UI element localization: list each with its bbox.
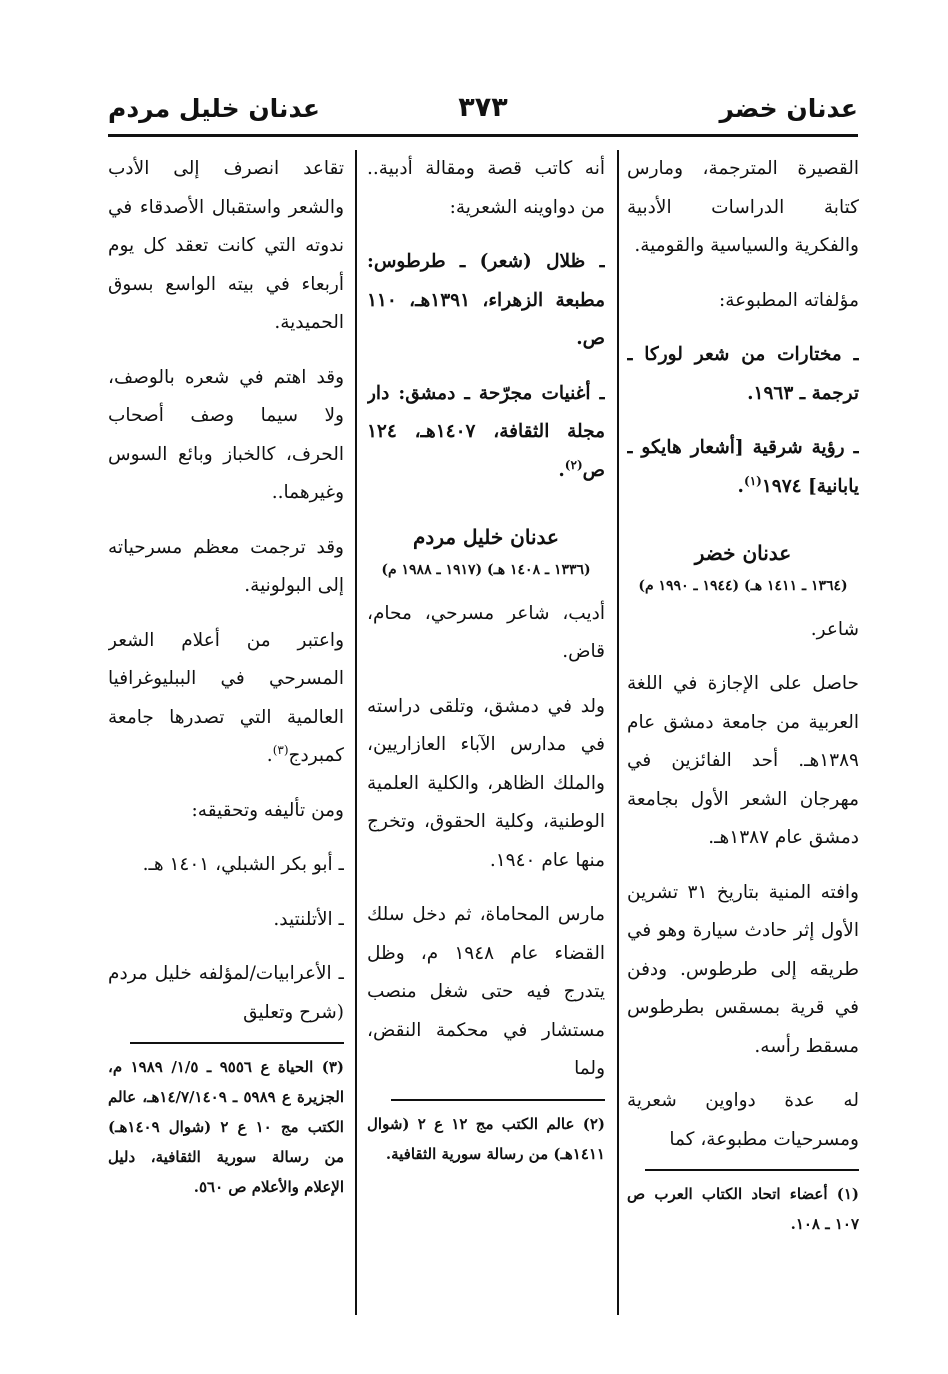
footnote-ref: (٢) [564,457,583,472]
header-author-left: عدنان خليل مردم [108,94,320,123]
works-label: ومن تأليفه وتحقيقه: [191,799,344,821]
footnote-ref: (١) [744,473,762,488]
work-item: ـ أبو بكر الشبلي، ١٤٠١ هـ. [142,854,344,875]
column-left [108,150,344,1360]
footnote: (٢) عالم الكتب مج ١٢ ع ٢ (شوال ١٤١١هـ) من رسالة سورية الثقافية. [367,1114,605,1163]
paragraph: حاصل على الإجازة في اللغة العربية من جامعة دمشق عام ١٣٨٩هـ. أحد الفائزين في مهرجان الشعر الأول بجامعة دمشق عام ١٣٨٧هـ. [627,673,859,848]
work-item: ـ رؤية شرقية [أشعار هايكو ـ يابانية] ١٩٧٤$^{(١)}$. [627,437,859,497]
continued-paragraph: القصيرة المترجمة، ومارس كتابة الدراسات الأدبية والفكرية والسياسية والقومية. [627,158,859,256]
paragraph: أديب، شاعر مسرحي، محام، قاض. [367,602,605,662]
column-right [627,150,859,1360]
footnote-rule [391,1099,605,1101]
biography-heading: عدنان خضر [694,541,792,565]
paragraph: شاعر. [810,618,859,640]
work-item: ـ الأعرابيات/لمؤلفه خليل مردم (شرح وتعليق [108,963,344,1023]
book-item: ـ أغنيات مجرّحة ـ دمشق: دار مجلة الثقافة، ١٤٠٧هـ، ١٢٤ ص$^{(٢)}$. [367,382,605,481]
work-item: ـ الأتلنتيد. [273,908,344,930]
footnote: (١) أعضاء اتحاد الكتاب العرب ص ١٠٧ ـ ١٠٨. [627,1185,859,1233]
continued-paragraph: تقاعد انصرف إلى الأدب والشعر واستقبال الأصدقاء في ندوته التي كانت تعقد كل يوم أربعاء في بيته الواسع بسوق الحميدية. [108,158,344,333]
continued-paragraph: أنه كاتب قصة ومقالة أدبية.. من دواوينه الشعرية: [367,158,605,218]
running-header [108,86,858,130]
header-rule [108,134,858,137]
paragraph: ولد في دمشق، وتلقى دراسته في مدارس الآباء العازاريين، والملك الظاهر، والكلية العلمية الوطنية، وكلية الحقوق، وتخرج منها عام ١٩٤٠. [367,695,605,871]
biography-dates: (١٣٦٤ ـ ١٤١١ هـ) (١٩٤٤ ـ ١٩٩٠ م) [638,577,848,594]
paragraph: وقد ترجمت معظم مسرحياته إلى البولونية. [108,536,344,596]
column-divider-right [617,150,619,1315]
paragraph: واعتبر من أعلام الشعر المسرحي في الببليوغرافيا العالمية التي تصدرها جامعة كمبردج$^{(٣)}$. [108,629,344,766]
work-item: ـ مختارات من شعر لوركا ـ ترجمة ـ ١٩٦٣. [627,344,859,404]
biography-dates: (١٣٣٦ ـ ١٤٠٨ هـ) (١٩١٧ ـ ١٩٨٨ م) [381,561,591,578]
book-item: ـ ظلال (شعر) ـ طرطوس: مطبعة الزهراء، ١٣٩١هـ، ١١٠ ص. [367,251,605,349]
paragraph: وافته المنية بتاريخ ٣١ تشرين الأول إثر حادث سيارة وهو في طريقه إلى طرطوس. ودفن في قرية بمسقس بطرطوس مسقط رأسه. [627,881,859,1057]
footnote-rule [130,1042,344,1044]
column-middle [367,150,605,1360]
paragraph: له عدة دواوين شعرية ومسرحيات مطبوعة، كما [627,1090,859,1150]
footnote-ref: (٣) [272,742,289,757]
column-divider-left [355,150,357,1315]
page-number: ٣٧٣ [458,92,508,123]
paragraph: وقد اهتم في شعره بالوصف، ولا سيما وصف أصحاب الحرف، كالخباز وبائع السوس وغيرهما.. [108,366,344,503]
works-label: مؤلفاته المطبوعة: [718,289,859,311]
biography-heading: عدنان خليل مردم [413,525,559,549]
footnote-rule [645,1169,859,1171]
footnote: (٣) الحياة ع ٩٥٥٦ ـ ١/٥/ ١٩٨٩ م، الجزيرة ع ٥٩٨٩ ـ ١٤/٧/١٤٠٩هـ، عالم الكتب مج ١٠ ع ٢ (شوال ١٤٠٩هـ) من رسالة سورية الثقافية، دليل الإعلام والأعلام ص ٥٦٠. [108,1058,344,1196]
header-author-right: عدنان خضر [719,94,858,123]
paragraph: مارس المحاماة، ثم دخل سلك القضاء عام ١٩٤٨ م، وظل يتدرج فيه حتى شغل منصب مستشار في محكمة النقض، ولما [367,904,605,1079]
